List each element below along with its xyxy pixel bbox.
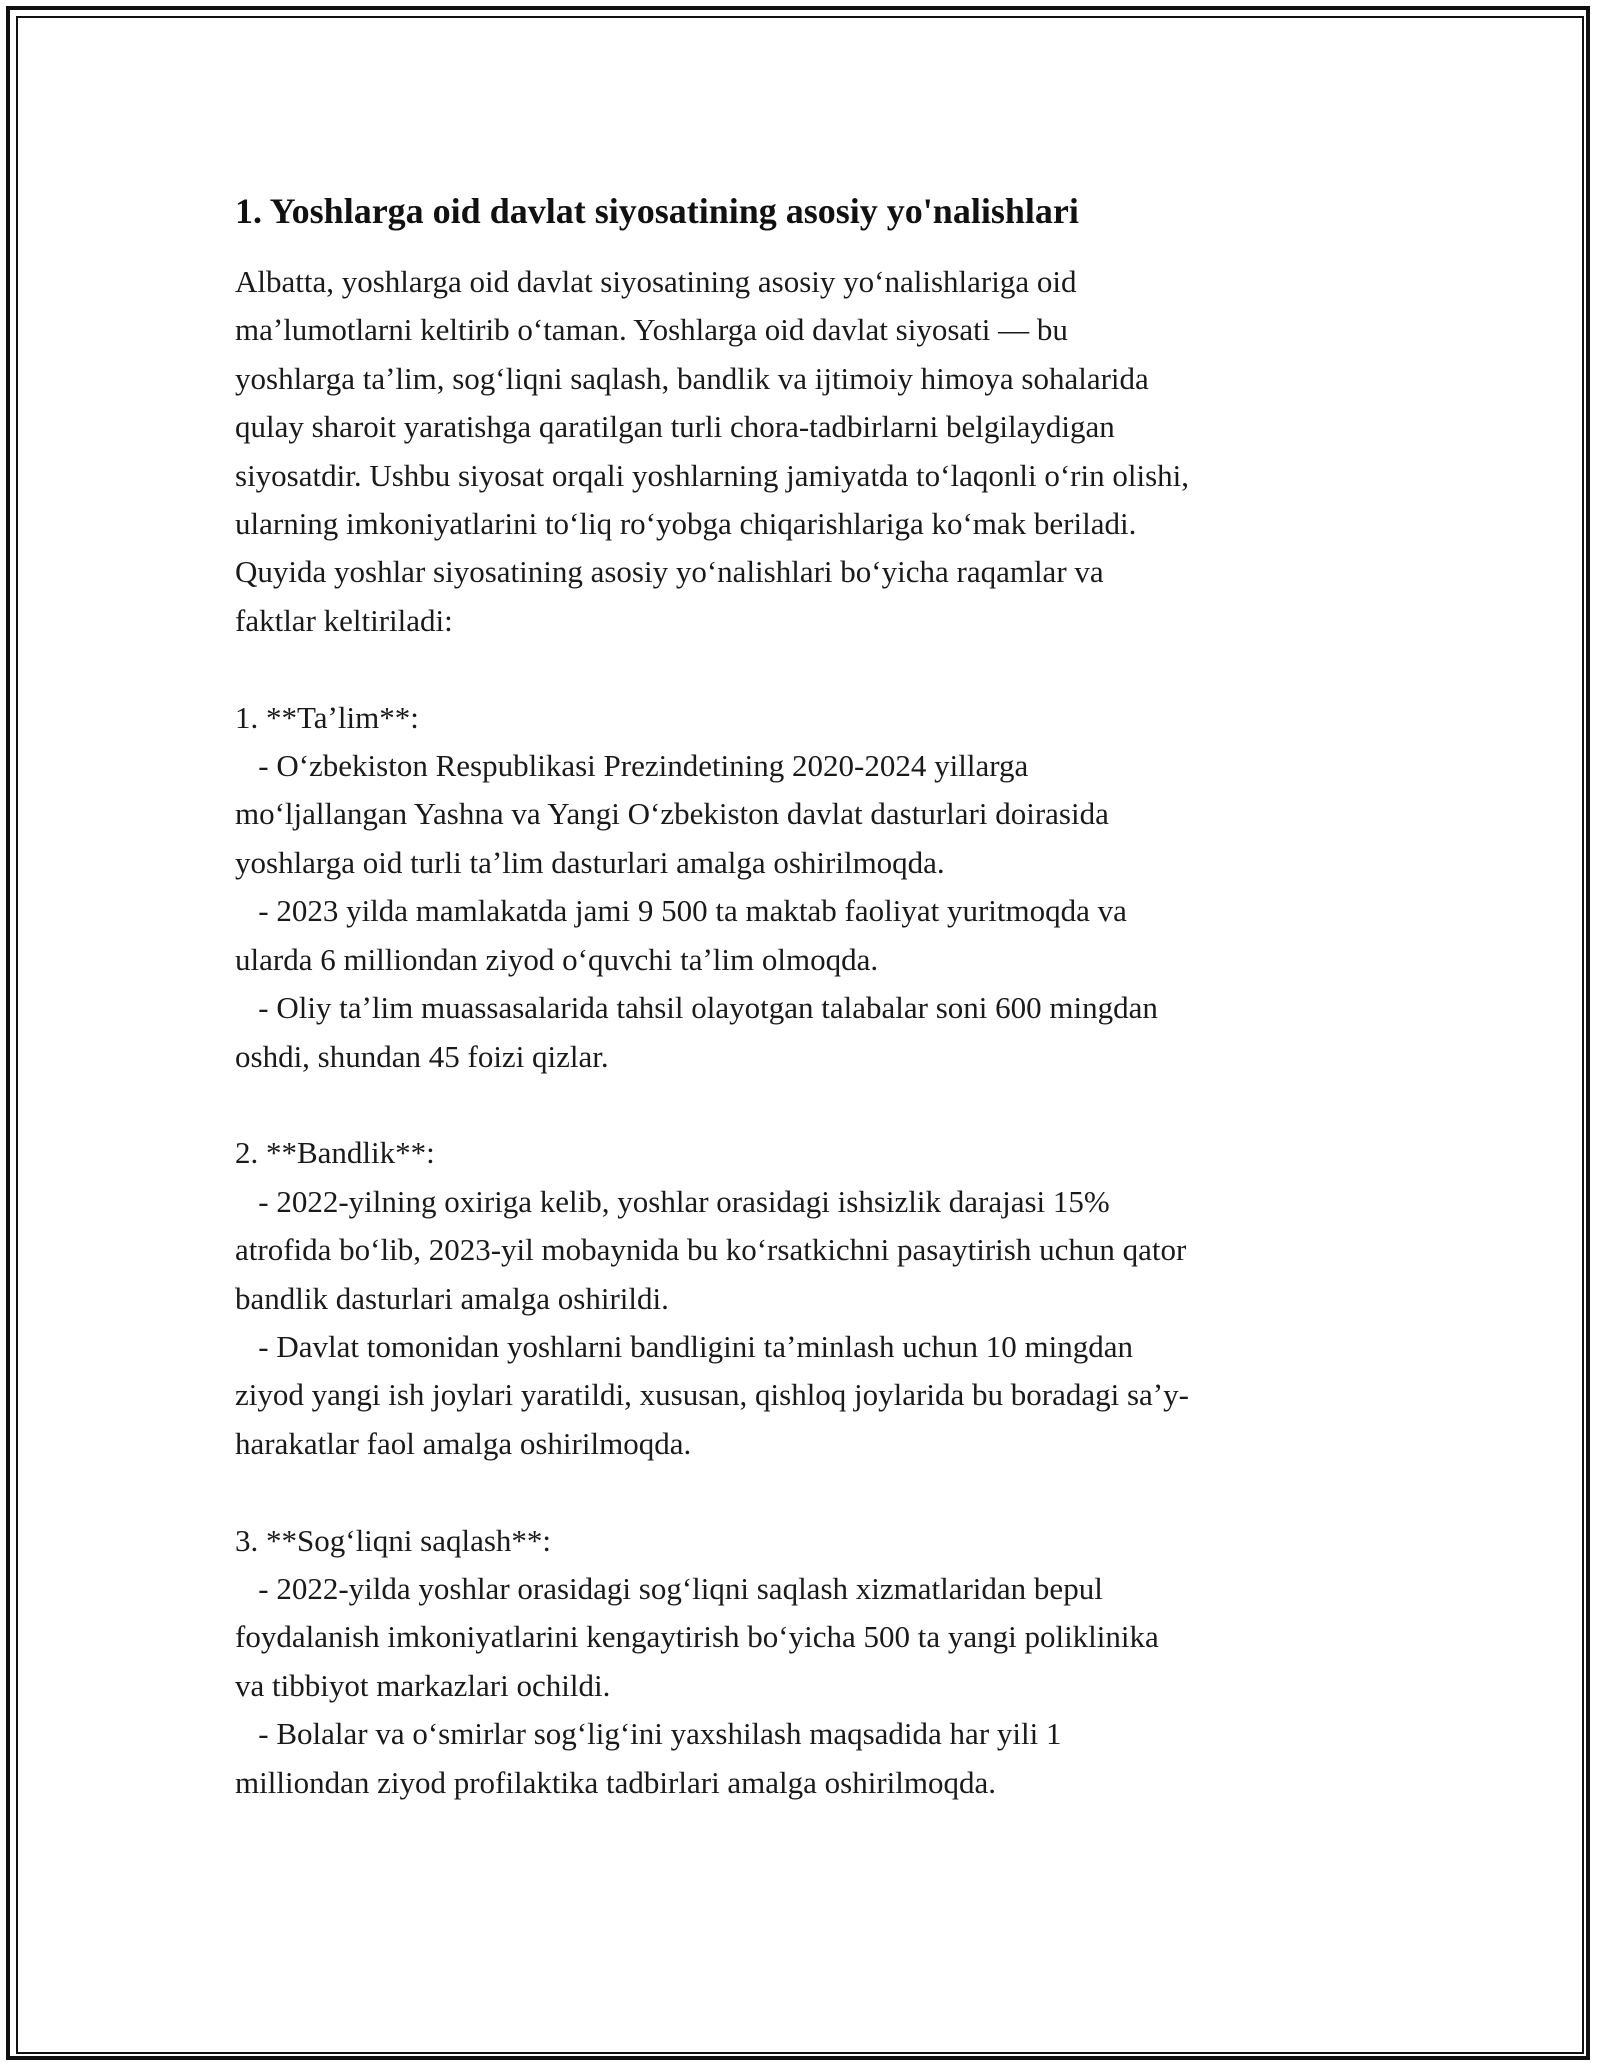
document-body: Albatta, yoshlarga oid davlat siyosatining asosiy yoʻnalishlariga oid maʼlumotlarni keltirib oʻtaman. Yoshlarga oid davlat siyosati — bu yoshlarga taʼlim, sogʻliqni saqlash, bandlik va ijtimoiy himoya sohalarida qulay sharoit yaratishga qaratilgan turli chora-tadbirlarni belgilaydigan siyosatdir. Ushbu siyosat orqali yoshlarning jamiyatda toʻlaqonli oʻrin olishi, ularning imkoniyatlarini toʻliq roʻyobga chiqarishlariga koʻmak beriladi. Quyida yoshlar siyosatining asosiy yoʻnalishlari boʻyicha raqamlar va faktlar keltiriladi: 1. **Taʼlim**: - Oʻzbekiston Respublikasi Prezindetining 2020-2024 yillarga moʻljallangan Yashna va Yangi Oʻzbekiston davlat dasturlari doirasida yoshlarga oid turli taʼlim dasturlari amalga oshirilmoqda. - 2023 yilda mamlakatda jami 9 500 ta maktab faoliyat yuritmoqda va ularda 6 milliondan ziyod oʻquvchi taʼlim olmoqda. - Oliy taʼlim muassasalarida tahsil olayotgan talabalar soni 600 mingdan oshdi, shundan 45 foizi qizlar. 2. **Bandlik**: - 2022-yilning oxiriga kelib, yoshlar orasidagi ishsizlik darajasi 15% atrofida boʻlib, 2023-yil mobaynida bu koʻrsatkichni pasaytirish uchun qator bandlik dasturlari amalga oshirildi. - Davlat tomonidan yoshlarni bandligini taʼminlash uchun 10 mingdan ziyod yangi ish joylari yaratildi, xususan, qishloq joylarida bu boradagi saʼy- harakatlar faol amalga oshirilmoqda. 3. **Sogʻliqni saqlash**: - 2022-yilda yoshlar orasidagi sogʻliqni saqlash xizmatlaridan bepul foydalanish imkoniyatlarini kengaytirish boʻyicha 500 ta yangi poliklinika va tibbiyot markazlari ochildi. - Bolalar va oʻsmirlar sogʻligʻini yaxshilash maqsadida har yili 1 milliondan ziyod profilaktika tadbirlari amalga oshirilmoqda. (235, 264, 1190, 1800)
document-heading: 1. Yoshlarga oid davlat siyosatining asosiy yo'nalishlari (235, 191, 1079, 231)
document-content (235, 188, 1385, 1807)
